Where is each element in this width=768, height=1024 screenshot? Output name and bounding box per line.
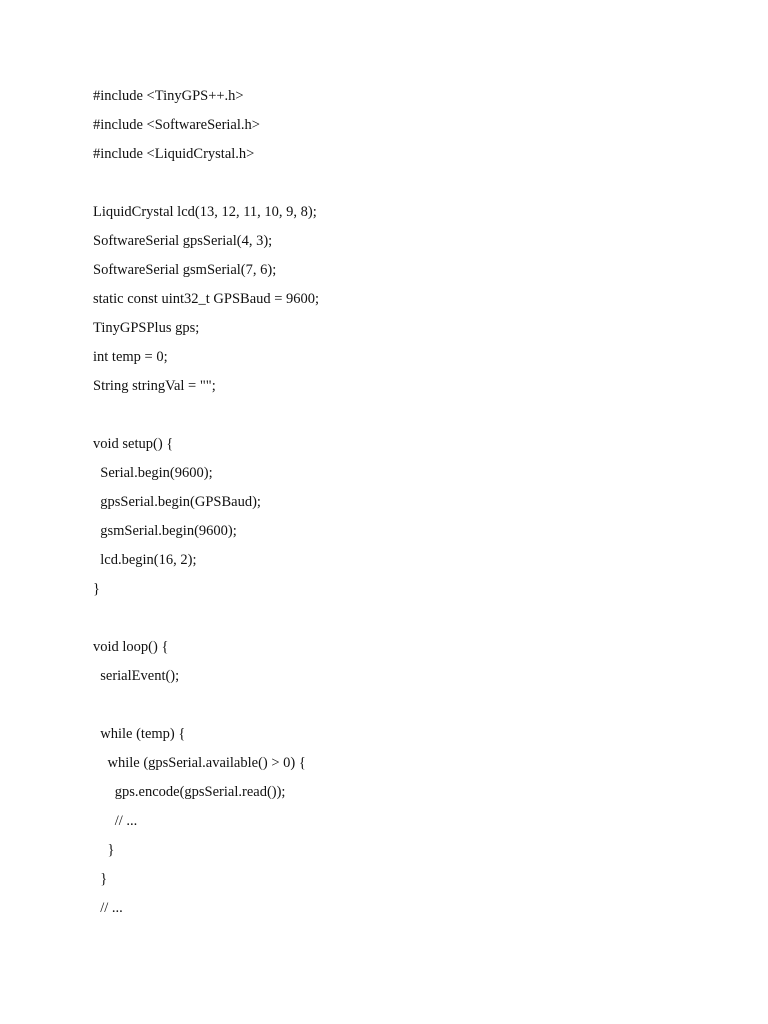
code-line: String stringVal = ""; <box>93 378 216 394</box>
blank-line <box>93 604 319 633</box>
blank-line <box>93 169 319 198</box>
code-line: #include <TinyGPS++.h> <box>93 88 244 104</box>
code-line: #include <SoftwareSerial.h> <box>93 117 260 133</box>
code-line: while (temp) { <box>93 726 186 742</box>
code-line: #include <LiquidCrystal.h> <box>93 146 255 162</box>
code-line: } <box>93 842 115 858</box>
code-line: // ... <box>93 900 123 916</box>
code-line: Serial.begin(9600); <box>93 465 213 481</box>
code-block <box>93 82 319 923</box>
code-line: static const uint32_t GPSBaud = 9600; <box>93 291 320 307</box>
code-line: gps.encode(gpsSerial.read()); <box>93 784 286 800</box>
code-line: LiquidCrystal lcd(13, 12, 11, 10, 9, 8); <box>93 204 317 220</box>
code-line: serialEvent(); <box>93 668 180 684</box>
code-line: while (gpsSerial.available() > 0) { <box>93 755 306 771</box>
code-line: SoftwareSerial gsmSerial(7, 6); <box>93 262 277 278</box>
code-line: lcd.begin(16, 2); <box>93 552 197 568</box>
code-line: gpsSerial.begin(GPSBaud); <box>93 494 261 510</box>
code-line: gsmSerial.begin(9600); <box>93 523 237 539</box>
code-line: TinyGPSPlus gps; <box>93 320 200 336</box>
code-line: void setup() { <box>93 436 174 452</box>
code-line: void loop() { <box>93 639 169 655</box>
code-line: SoftwareSerial gpsSerial(4, 3); <box>93 233 273 249</box>
code-line: } <box>93 871 108 887</box>
blank-line <box>93 401 319 430</box>
code-line: } <box>93 581 100 597</box>
blank-line <box>93 691 319 720</box>
code-line: // ... <box>93 813 138 829</box>
code-line: int temp = 0; <box>93 349 168 365</box>
